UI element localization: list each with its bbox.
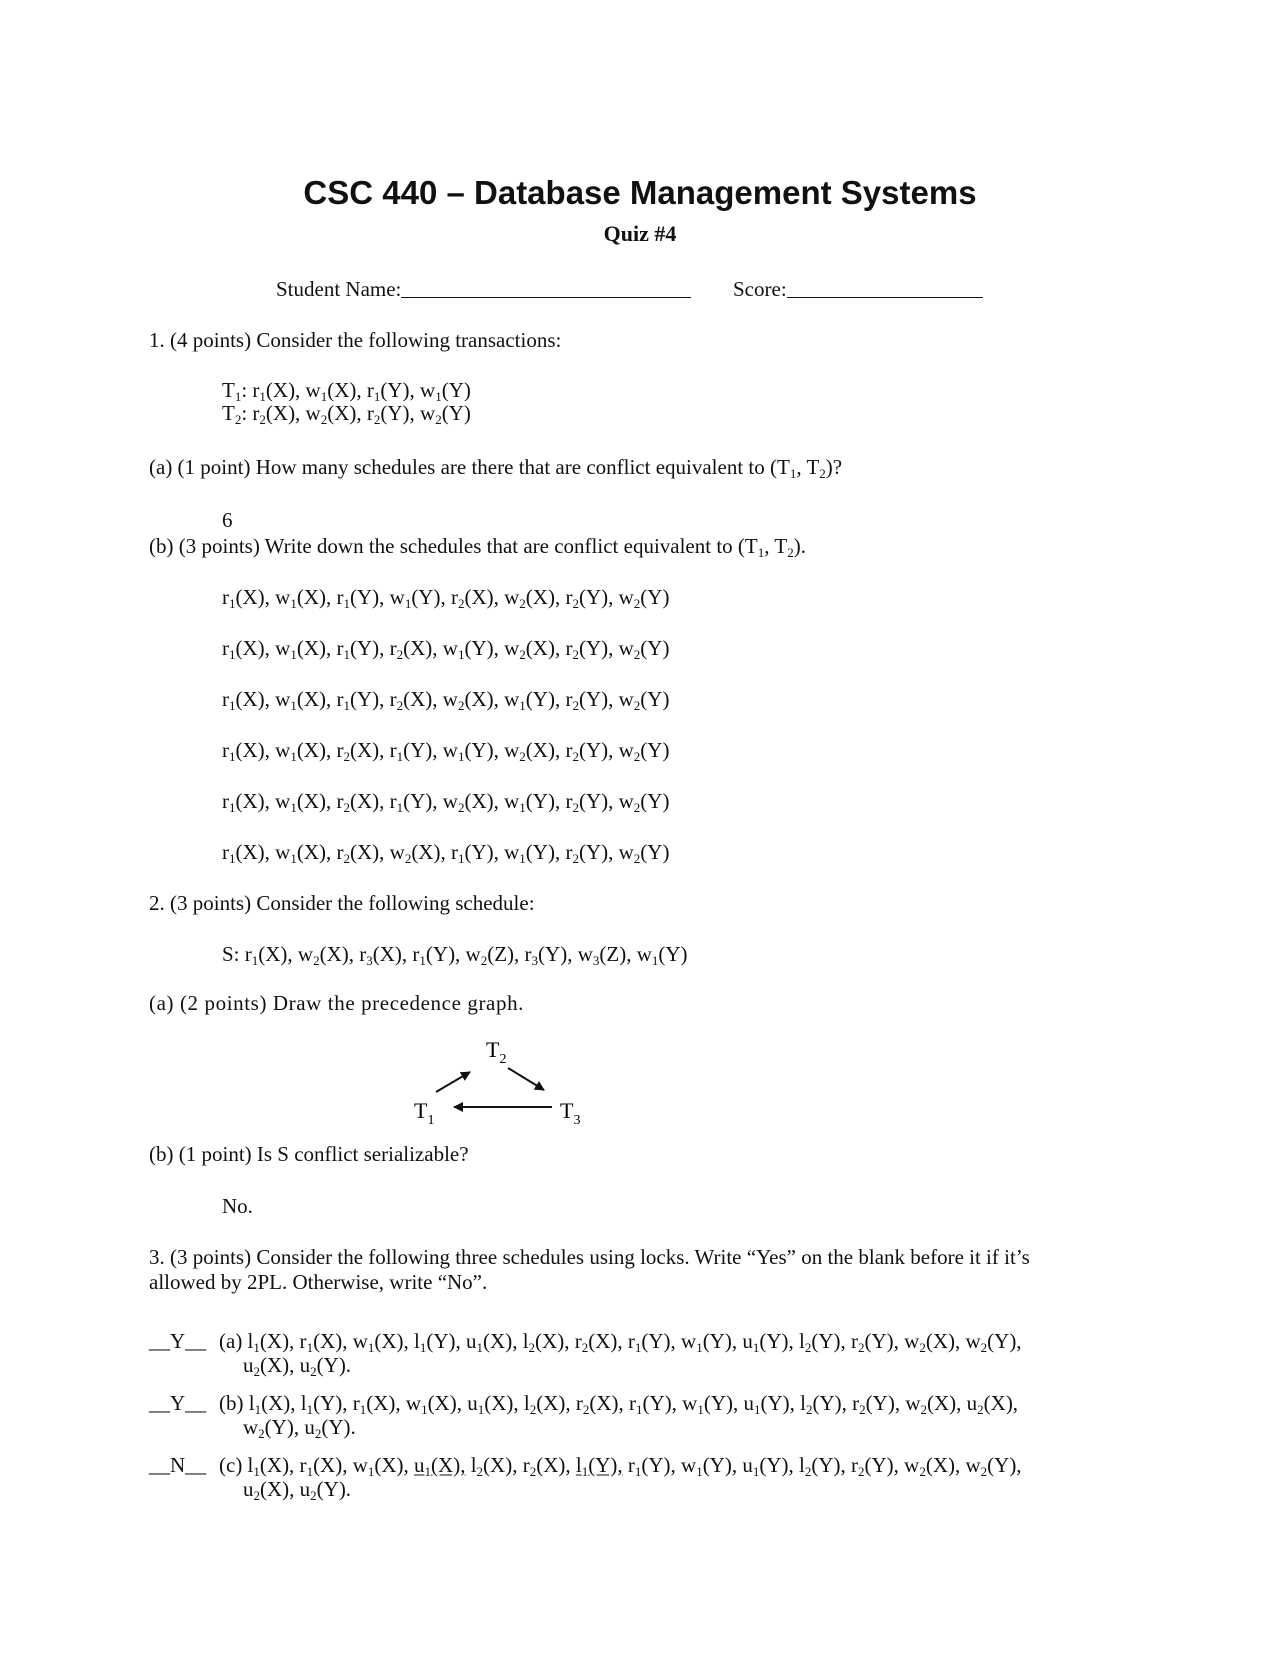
subscript: 2 <box>633 749 641 764</box>
subscript: 1 <box>457 749 465 764</box>
text-segment: $w_2$ <box>243 1415 265 1441</box>
subscript: 2 <box>343 851 350 866</box>
text-segment: (X), $r_1$ <box>296 585 350 611</box>
text-segment: (Y) <box>640 585 670 609</box>
subscript: 1 <box>343 596 350 611</box>
subscript: 1 <box>229 647 236 662</box>
text-segment: (Y). <box>316 1477 352 1501</box>
subscript: 2 <box>373 412 381 427</box>
text-segment: (Y), $l_2$ <box>759 1329 812 1355</box>
subscript: 2 <box>980 1464 988 1479</box>
subscript: 1 <box>320 389 328 404</box>
text-segment: (X), $r_1$ <box>372 942 426 968</box>
text-segment: (X), $w_1$ <box>464 789 526 815</box>
subscript: 1 <box>229 800 236 815</box>
subscript: 2 <box>581 1340 589 1355</box>
text-segment: $r_1$ <box>222 840 236 866</box>
graph-node-t3: $T_3$ <box>560 1098 581 1128</box>
subscript: 1 <box>306 1464 314 1479</box>
text-segment: $r_1$ <box>622 1453 642 1479</box>
text-segment: (X), $r_2$ <box>525 636 579 662</box>
text-segment: (Y), <box>987 1453 1022 1477</box>
subscript: 2 <box>919 1340 926 1355</box>
text-segment: (b) (3 points) Write down the schedules that are conflict equivalent to ($T_1$ <box>149 534 765 560</box>
text-segment: (Y), $u_1$ <box>703 1391 761 1417</box>
subscript: 2 <box>528 1340 536 1355</box>
text-segment: (Y), $w_1$ <box>641 1453 703 1479</box>
text-segment: : $r_1$ <box>241 378 266 404</box>
text-segment: (Y), $r_2$ <box>525 687 579 713</box>
text-segment: (X), $r_1$ <box>349 738 404 764</box>
text-segment: (Y), <box>987 1329 1022 1353</box>
text-segment: (Y), $r_2$ <box>411 585 465 611</box>
precedence-graph <box>380 1030 620 1130</box>
text-segment: (Z), $r_3$ <box>487 942 539 968</box>
subscript: 1 <box>757 545 765 560</box>
text-segment: (X), $w_1$ <box>235 636 297 662</box>
subscript: 1 <box>457 647 465 662</box>
subscript: 1 <box>367 1464 375 1479</box>
subscript: 2 <box>572 698 579 713</box>
subscript: 2 <box>519 596 526 611</box>
text-segment: : $r_2$ <box>241 401 266 427</box>
q1-b-prompt <box>149 533 806 559</box>
subscript: 2 <box>572 596 579 611</box>
subscript: 1 <box>519 851 526 866</box>
text-segment: (Y), $l_2$ <box>760 1391 813 1417</box>
subscript: 2 <box>529 1402 537 1417</box>
text-segment: (X), $w_1$ <box>313 1453 375 1479</box>
text-segment: , $T_2$ <box>764 534 794 560</box>
text-segment: (X), $w_1$ <box>366 1391 428 1417</box>
q3-item-a-answer: __Y__ <box>149 1329 207 1353</box>
text-segment: (X), $w_1$ <box>464 687 526 713</box>
text-segment: (Y) <box>658 942 688 966</box>
subscript: 3 <box>531 953 539 968</box>
text-segment: (X), $r_2$ <box>296 789 350 815</box>
subscript: 2 <box>457 596 465 611</box>
subscript: 2 <box>572 749 579 764</box>
text-segment: (Y), $w_2$ <box>578 585 641 611</box>
text-segment: (Y), $w_2$ <box>864 1453 926 1479</box>
text-segment: (X), $w_2$ <box>349 840 412 866</box>
subscript: 1 <box>754 1402 761 1417</box>
text-segment: (X), $r_2$ <box>535 1329 589 1355</box>
text-segment: , $T_2$ <box>796 455 826 481</box>
text-segment: $T_1$ <box>222 378 242 404</box>
text-segment: (X), $r_2$ <box>536 1391 590 1417</box>
text-segment: (X), $r_2$ <box>296 738 350 764</box>
text-segment: (X), $l_1$ <box>374 1329 427 1355</box>
subscript: 1 <box>424 1464 432 1479</box>
text-segment: (X), $l_1$ <box>261 1391 314 1417</box>
subscript: 1 <box>229 749 236 764</box>
text-segment: (Y), $w_2$ <box>578 636 641 662</box>
text-segment: (Y), $w_2$ <box>578 738 641 764</box>
text-segment: (Y) <box>640 636 670 660</box>
text-segment: (X), $w_1$ <box>235 585 297 611</box>
text-segment: (X), $r_1$ <box>411 840 465 866</box>
text-segment: (X), <box>983 1391 1019 1415</box>
text-segment: (Y), $w_1$ <box>641 1329 703 1355</box>
text-segment: (Y), $w_1$ <box>642 1391 704 1417</box>
subscript: 2 <box>859 1402 866 1417</box>
text-segment: (Y), $r_2$ <box>525 840 579 866</box>
text-segment: (Y), $w_1$ <box>380 378 442 404</box>
text-segment: (X), $u_1$ <box>427 1391 485 1417</box>
subscript: 1 <box>290 698 297 713</box>
text-segment: $r_1$ <box>222 738 236 764</box>
text-segment: (Y) <box>640 687 670 711</box>
subscript: 1 <box>404 596 412 611</box>
text-segment: (X), $u_2$ <box>260 1477 317 1503</box>
subscript: 2 <box>919 1464 926 1479</box>
subscript: 2 <box>787 545 794 560</box>
text-segment: (X), $w_1$ <box>235 789 297 815</box>
text-segment: (X), $r_1$ <box>349 789 404 815</box>
text-segment: (X), $w_2$ <box>925 1329 988 1355</box>
q2-b-prompt: (b) (1 point) Is S conflict serializable? <box>149 1142 469 1166</box>
subscript: 2 <box>457 800 465 815</box>
subscript: 1 <box>290 851 297 866</box>
text-segment: (Y), $l_2$ <box>759 1453 812 1479</box>
text-segment: (X), $w_2$ <box>258 942 320 968</box>
subscript: 3 <box>592 953 600 968</box>
text-segment: (Y), $w_2$ <box>403 789 465 815</box>
subscript: 2 <box>435 412 442 427</box>
q3-item-a-line1 <box>219 1328 1022 1354</box>
text-segment: $u_2$ <box>243 1353 260 1379</box>
text-segment: $l_2$ <box>465 1453 484 1479</box>
text-segment: (X), $w_2$ <box>403 687 465 713</box>
text-segment: $T_2$ <box>222 401 242 427</box>
text-segment: (Y), $w_2$ <box>464 738 526 764</box>
text-segment: (X), $w_2$ <box>265 401 328 427</box>
subscript: 1 <box>435 389 442 404</box>
subscript: 1 <box>636 1402 643 1417</box>
subscript: 1 <box>396 800 404 815</box>
student-name-blank[interactable] <box>401 277 691 298</box>
text-segment: (Y), $w_1$ <box>349 585 412 611</box>
text-segment: (Y). <box>316 1353 352 1377</box>
text-segment: (X), $r_2$ <box>525 738 579 764</box>
subscript: 1 <box>254 1402 262 1417</box>
q1-a-prompt <box>149 454 842 480</box>
subscript: 2 <box>582 1402 590 1417</box>
subscript: 2 <box>253 1364 260 1379</box>
text-segment: (Y), $r_1$ <box>313 1391 367 1417</box>
subscript: 2 <box>806 1402 813 1417</box>
subscript: 2 <box>819 466 826 481</box>
text-segment: (X), $w_1$ <box>235 738 297 764</box>
text-segment: (X), $r_1$ <box>296 687 350 713</box>
subscript: 2 <box>633 698 641 713</box>
subscript: 1 <box>253 1340 260 1355</box>
subscript: 2 <box>259 412 266 427</box>
text-segment: (Y), $w_2$ <box>578 840 641 866</box>
subscript: 2 <box>234 412 242 427</box>
text-segment: (X), $r_1$ <box>296 636 350 662</box>
text-segment: (X), $u_2$ <box>927 1391 984 1417</box>
text-segment: (X), $r_1$ <box>588 1329 642 1355</box>
text-segment: (X), $l_2$ <box>483 1329 536 1355</box>
text-segment: (Y), $w_2$ <box>578 789 641 815</box>
text-segment: (X), $w_2$ <box>464 585 526 611</box>
text-segment: (X), $u_2$ <box>260 1353 317 1379</box>
subscript: 1 <box>519 800 526 815</box>
score-label: Score: <box>733 277 787 301</box>
text-segment: (Y), $u_1$ <box>702 1453 760 1479</box>
subscript: 1 <box>234 389 242 404</box>
score-blank[interactable] <box>787 277 983 298</box>
text-segment: (X), $l_2$ <box>484 1391 537 1417</box>
text-segment: (a) $l_1$ <box>219 1329 260 1355</box>
text-segment: (X), $r_2$ <box>525 585 579 611</box>
q3-item-b-line1 <box>219 1390 1018 1416</box>
text-segment: (X), $w_2$ <box>925 1453 988 1479</box>
text-segment: (Y), $w_2$ <box>464 636 526 662</box>
subscript: 1 <box>290 647 297 662</box>
q3-prompt-line2: allowed by 2PL. Otherwise, write “No”. <box>149 1270 488 1294</box>
subscript: 2 <box>572 647 579 662</box>
text-segment: $r_1$ <box>222 636 236 662</box>
subscript: 2 <box>253 1488 260 1503</box>
subscript: 1 <box>634 1464 642 1479</box>
text-segment: (X), $w_1$ <box>235 840 297 866</box>
text-segment: (Y), $r_2$ <box>349 687 404 713</box>
subscript: 2 <box>804 1464 812 1479</box>
subscript: 2 <box>804 1340 812 1355</box>
subscript: 2 <box>457 698 465 713</box>
subscript: 1 <box>290 596 297 611</box>
subscript: 1 <box>306 1402 314 1417</box>
subscript: 2 <box>258 1426 265 1441</box>
subscript: 2 <box>310 1488 317 1503</box>
text-segment: (Y), $u_1$ <box>702 1329 760 1355</box>
page-title: CSC 440 – Database Management Systems <box>303 174 977 211</box>
subscript: 2 <box>476 1464 484 1479</box>
q3-prompt-line1: 3. (3 points) Consider the following three schedules using locks. Write “Yes” on the blank before it if it’s <box>149 1245 1030 1269</box>
text-segment: $l_1$ <box>575 1453 589 1479</box>
subscript: 2 <box>313 953 320 968</box>
subscript: 1 <box>789 466 797 481</box>
text-segment: (Y) <box>640 840 670 864</box>
text-segment: (a) (1 point) How many schedules are there that are conflict equivalent to ($T_1$ <box>149 455 797 481</box>
text-segment: (X), $r_1$ <box>259 1329 314 1355</box>
q2-b-answer: No. <box>222 1194 253 1218</box>
subscript: 1 <box>752 1464 760 1479</box>
subscript: 1 <box>229 596 236 611</box>
text-segment: (Y) <box>441 378 471 402</box>
subscript: 2 <box>310 1364 317 1379</box>
schedule-line <box>222 788 669 814</box>
text-segment: (X), $r_3$ <box>319 942 373 968</box>
subscript: 2 <box>920 1402 927 1417</box>
text-segment: (Y), $w_2$ <box>865 1391 927 1417</box>
subscript: 1 <box>421 1402 428 1417</box>
text-segment: (X), $r_2$ <box>327 401 381 427</box>
schedule-line <box>222 686 669 712</box>
subscript: 1 <box>251 953 259 968</box>
subscript: 1 <box>634 1340 642 1355</box>
subscript: 2 <box>314 1426 322 1441</box>
subscript: 2 <box>529 1464 537 1479</box>
text-segment: (Y) <box>640 738 670 762</box>
subscript: 2 <box>320 412 328 427</box>
q1-transaction-t2 <box>222 400 471 426</box>
text-segment: (X), $r_1$ <box>589 1391 643 1417</box>
subscript: 1 <box>306 1340 314 1355</box>
text-segment: (X), <box>374 1453 415 1477</box>
subscript: 2 <box>572 851 579 866</box>
subscript: 2 <box>858 1464 865 1479</box>
text-segment: $u_1$ <box>414 1453 432 1479</box>
text-segment: (X), $r_1$ <box>259 1453 314 1479</box>
subscript: 1 <box>476 1340 484 1355</box>
subscript: 1 <box>752 1340 760 1355</box>
subscript: 3 <box>366 953 373 968</box>
subscript: 1 <box>419 953 426 968</box>
text-segment: (Y). <box>321 1415 356 1439</box>
subscript: 1 <box>419 1340 427 1355</box>
subscript: 1 <box>396 749 404 764</box>
text-segment: (X), <box>431 1453 466 1477</box>
text-segment: (Y), $w_3$ <box>538 942 600 968</box>
schedule-line <box>222 584 669 610</box>
graph-node-t2: $T_2$ <box>486 1037 507 1067</box>
graph-edge-t1-t2 <box>436 1072 470 1092</box>
text-segment: (Y), $r_2$ <box>811 1329 865 1355</box>
subscript: 1 <box>651 953 659 968</box>
subscript: 2 <box>633 596 641 611</box>
q1-a-answer: 6 <box>222 508 233 532</box>
subscript: 2 <box>633 800 641 815</box>
text-segment: $r_1$ <box>222 687 236 713</box>
text-segment: (X), $w_1$ <box>313 1329 375 1355</box>
subscript: 1 <box>343 647 350 662</box>
text-segment: (Y), $r_2$ <box>349 636 404 662</box>
text-segment: (X), $w_1$ <box>235 687 297 713</box>
text-segment: $u_2$ <box>243 1477 260 1503</box>
text-segment: (Z), $w_1$ <box>599 942 659 968</box>
text-segment: (Y) <box>441 401 471 425</box>
text-segment: S: $r_1$ <box>222 942 259 968</box>
text-segment: (Y), $r_2$ <box>525 789 579 815</box>
q1-prompt: 1. (4 points) Consider the following transactions: <box>149 328 562 352</box>
subscript: 2 <box>396 698 404 713</box>
graph-edge-t2-t3 <box>508 1068 544 1090</box>
text-segment: (X), <box>536 1453 576 1477</box>
subscript: 1 <box>343 698 350 713</box>
q3-item-b-line2 <box>243 1414 356 1440</box>
subscript: 2 <box>404 851 412 866</box>
graph-node-t1: $T_1$ <box>414 1098 435 1128</box>
subscript: 2 <box>480 953 488 968</box>
schedule-line <box>222 839 669 865</box>
subscript: 1 <box>229 851 236 866</box>
q2-a-prompt: (a) (2 points) Draw the precedence graph. <box>149 991 525 1015</box>
text-segment: (Y), $w_2$ <box>578 687 641 713</box>
text-segment: (Y), $w_2$ <box>425 942 488 968</box>
subscript: 1 <box>696 1464 703 1479</box>
subscript: 2 <box>977 1402 984 1417</box>
text-segment: (Y), $r_2$ <box>812 1391 866 1417</box>
text-segment: (Y), $u_2$ <box>264 1415 322 1441</box>
page-subtitle: Quiz #4 <box>603 221 677 246</box>
schedule-line <box>222 737 669 763</box>
subscript: 2 <box>343 800 350 815</box>
text-segment: (X), $w_1$ <box>403 636 465 662</box>
q3-item-c-line2 <box>243 1476 351 1502</box>
text-segment: (Y), $r_2$ <box>811 1453 865 1479</box>
subscript: 1 <box>581 1464 589 1479</box>
subscript: 2 <box>633 851 641 866</box>
subscript: 1 <box>457 851 465 866</box>
subscript: 2 <box>519 749 526 764</box>
schedule-line <box>222 635 669 661</box>
subscript: 2 <box>343 749 350 764</box>
student-name-label: Student Name: <box>276 277 402 301</box>
text-segment: )? <box>825 455 843 479</box>
subscript: 2 <box>519 647 526 662</box>
q2-schedule <box>222 941 688 967</box>
text-segment: (Y), $w_2$ <box>864 1329 926 1355</box>
text-segment: (c) $l_1$ <box>219 1453 260 1479</box>
text-segment: (X), $r_2$ <box>483 1453 537 1479</box>
text-segment: (Y), $w_1$ <box>403 738 465 764</box>
subscript: 1 <box>359 1402 367 1417</box>
text-segment: (X), $r_1$ <box>327 378 381 404</box>
text-segment: (X), $r_2$ <box>296 840 350 866</box>
subscript: 1 <box>259 389 266 404</box>
text-segment: (Y), <box>588 1453 623 1477</box>
q2-prompt: 2. (3 points) Consider the following schedule: <box>149 891 535 915</box>
subscript: 2 <box>980 1340 988 1355</box>
score-row <box>733 276 983 302</box>
text-segment: (Y), $w_2$ <box>380 401 442 427</box>
text-segment: $r_1$ <box>222 585 236 611</box>
subscript: 1 <box>290 749 297 764</box>
text-segment: (b) $l_1$ <box>219 1391 262 1417</box>
subscript: 2 <box>396 647 404 662</box>
text-segment: (Y), $u_1$ <box>426 1329 484 1355</box>
subscript: 2 <box>572 800 579 815</box>
subscript: 1 <box>696 1340 703 1355</box>
q3-item-a-line2 <box>243 1352 351 1378</box>
subscript: 1 <box>367 1340 375 1355</box>
q3-item-c-line1 <box>219 1452 1022 1478</box>
subscript: 1 <box>290 800 297 815</box>
text-segment: $r_1$ <box>222 789 236 815</box>
subscript: 1 <box>519 698 526 713</box>
subscript: 2 <box>633 647 641 662</box>
subscript: 1 <box>253 1464 260 1479</box>
text-segment: (X), $w_1$ <box>265 378 328 404</box>
subscript: 1 <box>697 1402 704 1417</box>
subscript: 1 <box>477 1402 485 1417</box>
text-segment: ). <box>793 534 806 558</box>
text-segment: (Y), $w_1$ <box>464 840 526 866</box>
subscript: 2 <box>858 1340 865 1355</box>
q3-item-b-answer: __Y__ <box>149 1391 207 1415</box>
student-name-row <box>276 276 691 302</box>
subscript: 1 <box>229 698 236 713</box>
q3-item-c-answer: __N__ <box>149 1453 207 1477</box>
subscript: 1 <box>373 389 381 404</box>
text-segment: (Y) <box>640 789 670 813</box>
